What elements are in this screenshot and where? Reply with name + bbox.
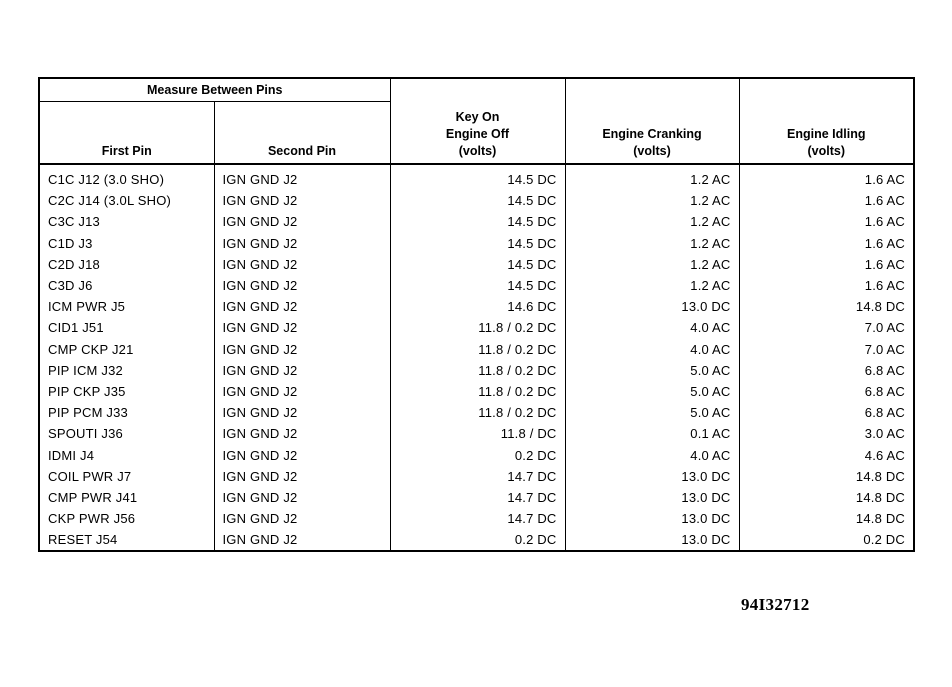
cell-first-pin: CMP CKP J21 [39,339,214,360]
header-first-pin: First Pin [39,102,214,165]
cell-key-on-engine-off: 14.5 DC [390,233,565,254]
cell-first-pin: SPOUTI J36 [39,423,214,444]
cell-second-pin: IGN GND J2 [214,444,390,465]
cell-second-pin: IGN GND J2 [214,487,390,508]
cell-key-on-engine-off: 11.8 / 0.2 DC [390,339,565,360]
table-row [39,233,914,254]
table-row [39,360,914,381]
cell-second-pin: IGN GND J2 [214,339,390,360]
header-key-on-line1: Key On [455,110,500,124]
header-cranking-line2: (volts) [633,144,671,158]
cell-engine-idling: 3.0 AC [739,423,914,444]
cell-key-on-engine-off: 14.5 DC [390,211,565,232]
table-row [39,423,914,444]
header-second-pin: Second Pin [214,102,390,165]
cell-engine-cranking: 13.0 DC [565,529,739,551]
cell-engine-cranking: 1.2 AC [565,233,739,254]
header-key-on-line3: (volts) [458,144,497,158]
table-row [39,402,914,423]
cell-key-on-engine-off: 14.5 DC [390,190,565,211]
cell-second-pin: IGN GND J2 [214,381,390,402]
cell-key-on-engine-off: 14.5 DC [390,254,565,275]
cell-second-pin: IGN GND J2 [214,164,390,190]
cell-first-pin: PIP ICM J32 [39,360,214,381]
cell-engine-cranking: 13.0 DC [565,466,739,487]
table-row [39,275,914,296]
cell-key-on-engine-off: 14.7 DC [390,508,565,529]
figure-id: 94I32712 [741,595,810,614]
cell-engine-idling: 1.6 AC [739,164,914,190]
table-row [39,529,914,551]
header-idling-line1: Engine Idling [787,127,866,141]
cell-engine-cranking: 1.2 AC [565,164,739,190]
table-row [39,508,914,529]
cell-engine-idling: 0.2 DC [739,529,914,551]
cell-first-pin: IDMI J4 [39,444,214,465]
cell-key-on-engine-off: 11.8 / 0.2 DC [390,402,565,423]
cell-first-pin: PIP PCM J33 [39,402,214,423]
cell-engine-idling: 7.0 AC [739,317,914,338]
cell-key-on-engine-off: 14.6 DC [390,296,565,317]
cell-engine-idling: 1.6 AC [739,211,914,232]
table-row [39,381,914,402]
cell-engine-cranking: 5.0 AC [565,402,739,423]
table-row [39,466,914,487]
cell-second-pin: IGN GND J2 [214,360,390,381]
cell-engine-idling: 1.6 AC [739,233,914,254]
cell-first-pin: RESET J54 [39,529,214,551]
cell-first-pin: CKP PWR J56 [39,508,214,529]
cell-key-on-engine-off: 0.2 DC [390,529,565,551]
cell-second-pin: IGN GND J2 [214,254,390,275]
table-row [39,296,914,317]
pin-voltage-table [38,77,915,552]
cell-second-pin: IGN GND J2 [214,423,390,444]
header-engine-idling [739,78,914,164]
cell-first-pin: C2D J18 [39,254,214,275]
cell-engine-idling: 4.6 AC [739,444,914,465]
cell-engine-cranking: 1.2 AC [565,275,739,296]
cell-engine-cranking: 1.2 AC [565,190,739,211]
cell-first-pin: CMP PWR J41 [39,487,214,508]
cell-key-on-engine-off: 11.8 / 0.2 DC [390,381,565,402]
cell-second-pin: IGN GND J2 [214,190,390,211]
cell-second-pin: IGN GND J2 [214,508,390,529]
table-row [39,211,914,232]
cell-engine-cranking: 13.0 DC [565,487,739,508]
cell-engine-idling: 1.6 AC [739,275,914,296]
header-engine-cranking [565,78,739,164]
cell-engine-cranking: 5.0 AC [565,360,739,381]
cell-engine-idling: 14.8 DC [739,487,914,508]
cell-engine-cranking: 13.0 DC [565,296,739,317]
header-idling-line2: (volts) [807,144,845,158]
table-row [39,339,914,360]
cell-first-pin: ICM PWR J5 [39,296,214,317]
cell-engine-idling: 14.8 DC [739,296,914,317]
cell-second-pin: IGN GND J2 [214,211,390,232]
cell-first-pin: C1D J3 [39,233,214,254]
cell-engine-idling: 6.8 AC [739,360,914,381]
cell-key-on-engine-off: 0.2 DC [390,444,565,465]
cell-key-on-engine-off: 14.7 DC [390,466,565,487]
cell-second-pin: IGN GND J2 [214,233,390,254]
cell-engine-cranking: 4.0 AC [565,317,739,338]
cell-first-pin: PIP CKP J35 [39,381,214,402]
cell-second-pin: IGN GND J2 [214,317,390,338]
cell-key-on-engine-off: 14.5 DC [390,275,565,296]
cell-engine-cranking: 1.2 AC [565,254,739,275]
cell-first-pin: CID1 J51 [39,317,214,338]
cell-key-on-engine-off: 11.8 / 0.2 DC [390,360,565,381]
cell-first-pin: C3C J13 [39,211,214,232]
header-key-on-line2: Engine Off [445,127,510,141]
cell-first-pin: C1C J12 (3.0 SHO) [39,164,214,190]
cell-engine-cranking: 4.0 AC [565,444,739,465]
cell-engine-idling: 14.8 DC [739,466,914,487]
cell-second-pin: IGN GND J2 [214,402,390,423]
cell-second-pin: IGN GND J2 [214,529,390,551]
header-cranking-line1: Engine Cranking [602,127,702,141]
cell-engine-cranking: 5.0 AC [565,381,739,402]
cell-engine-idling: 6.8 AC [739,381,914,402]
table-row [39,487,914,508]
cell-engine-cranking: 1.2 AC [565,211,739,232]
cell-engine-idling: 14.8 DC [739,508,914,529]
cell-engine-cranking: 4.0 AC [565,339,739,360]
header-key-on-engine-off [390,78,565,164]
cell-first-pin: C3D J6 [39,275,214,296]
table-row [39,444,914,465]
cell-key-on-engine-off: 14.7 DC [390,487,565,508]
cell-engine-cranking: 13.0 DC [565,508,739,529]
cell-engine-idling: 1.6 AC [739,254,914,275]
cell-first-pin: COIL PWR J7 [39,466,214,487]
cell-engine-cranking: 0.1 AC [565,423,739,444]
cell-second-pin: IGN GND J2 [214,466,390,487]
table-row [39,190,914,211]
cell-first-pin: C2C J14 (3.0L SHO) [39,190,214,211]
cell-key-on-engine-off: 14.5 DC [390,164,565,190]
table-body [39,164,914,551]
cell-second-pin: IGN GND J2 [214,275,390,296]
cell-key-on-engine-off: 11.8 / 0.2 DC [390,317,565,338]
cell-engine-idling: 1.6 AC [739,190,914,211]
cell-engine-idling: 7.0 AC [739,339,914,360]
table-header [39,78,914,164]
table-row [39,254,914,275]
cell-second-pin: IGN GND J2 [214,296,390,317]
cell-engine-idling: 6.8 AC [739,402,914,423]
group-header-measure-between-pins: Measure Between Pins [39,78,390,102]
cell-key-on-engine-off: 11.8 / DC [390,423,565,444]
table-row [39,164,914,190]
table-row [39,317,914,338]
